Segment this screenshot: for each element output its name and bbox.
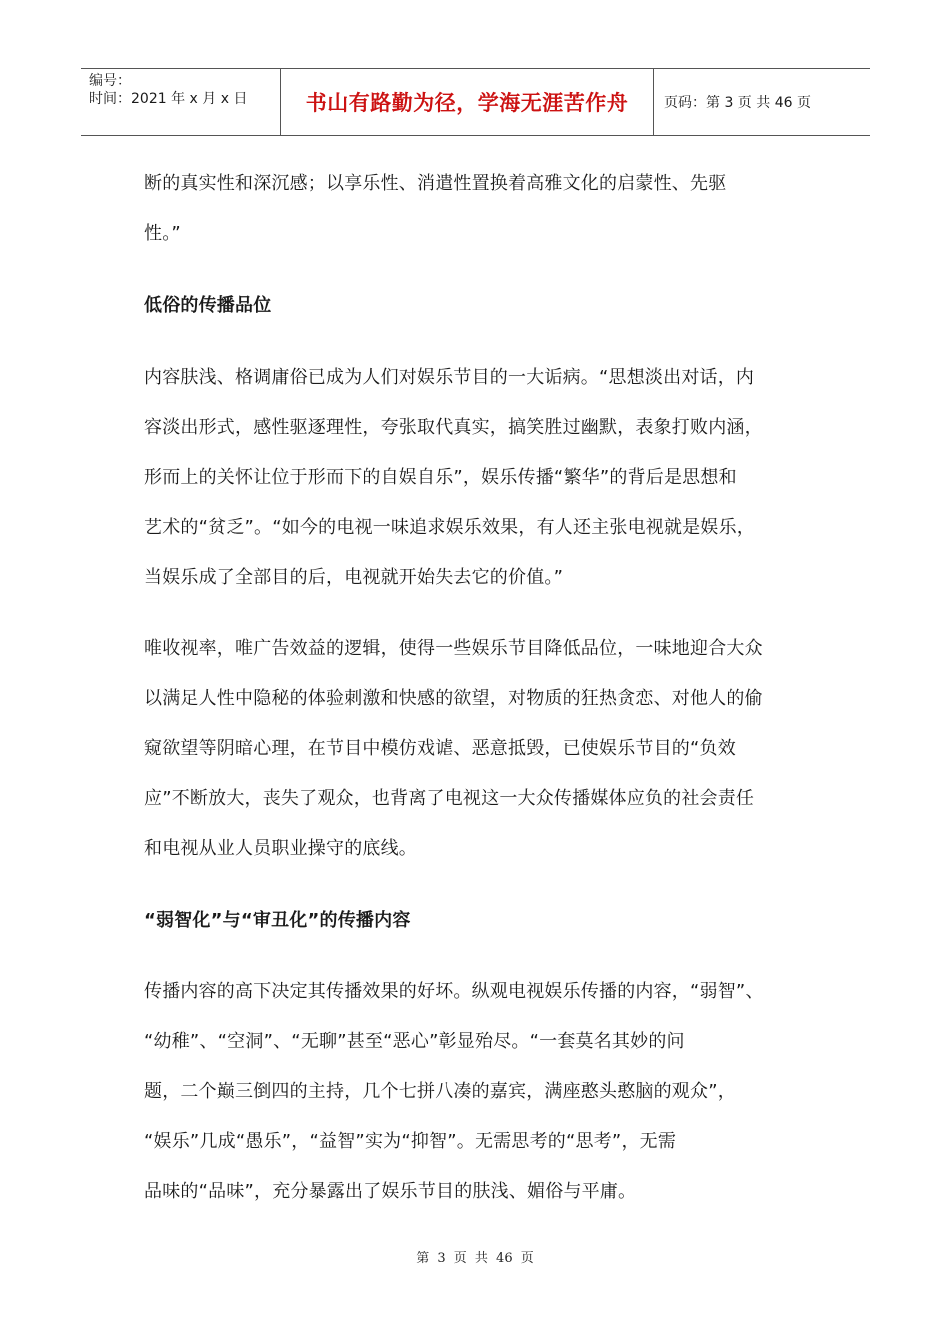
body-text-line: 窥欲望等阴暗心理，在节目中模仿戏谑、恶意抵毁，已使娱乐节目的“负效 [144,738,736,759]
body-text-line: 断的真实性和深沉感；以享乐性、消遣性置换着高雅文化的启蒙性、先驱 [144,173,727,194]
document-time-label: 时间：2021 年 x 月 x 日 [89,91,248,107]
body-text-line: 以满足人性中隐秘的体验刺激和快感的欲望，对物质的狂热贪恋、对他人的偷 [144,688,763,709]
body-text-line: 容淡出形式，感性驱逐理性，夸张取代真实，搞笑胜过幽默，表象打败内涵， [144,417,763,438]
body-text-line: “娱乐”几成“愚乐”，“益智”实为“抑智”。无需思考的“思考”，无需 [144,1131,677,1152]
body-text-line: 唯收视率，唯广告效益的逻辑，使得一些娱乐节目降低品位，一味地迎合大众 [144,638,763,659]
body-text-line: 传播内容的高下决定其传播效果的好坏。纵观电视娱乐传播的内容，“弱智”、 [144,981,764,1002]
section-heading: 低俗的传播品位 [144,295,272,316]
section-heading: “弱智化”与“审丑化”的传播内容 [144,910,411,931]
body-text-line: 性。” [144,223,181,244]
body-text-line: 品味的“品味”，充分暴露出了娱乐节目的肤浅、媚俗与平庸。 [144,1181,637,1202]
body-text-line: 形而上的关怀让位于形而下的自娱自乐”，娱乐传播“繁华”的背后是思想和 [144,467,737,488]
body-text-line: 当娱乐成了全部目的后，电视就开始失去它的价值。” [144,567,564,588]
header-meta [81,69,281,135]
document-number-label: 编号： [89,73,131,89]
body-text-line: “幼稚”、“空洞”、“无聊”甚至“恶心”彰显殆尽。“一套莫名其妙的问 [144,1031,685,1052]
body-text-line: 应”不断放大，丧失了观众，也背离了电视这一大众传播媒体应负的社会责任 [144,788,755,809]
page-footer: 第 3 页 共 46 页 [416,1251,534,1266]
body-text-line: 内容肤浅、格调庸俗已成为人们对娱乐节目的一大诟病。“思想淡出对话，内 [144,367,755,388]
body-text-line: 和电视从业人员职业操守的底线。 [144,838,417,859]
body-text-line: 艺术的“贫乏”。“如今的电视一味追求娱乐效果，有人还主张电视就是娱乐， [144,517,755,538]
page-header [81,68,870,136]
header-motto-cell [281,69,654,135]
body-text-line: 题，二个巅三倒四的主持，几个七拼八凑的嘉宾，满座憨头憨脑的观众”， [144,1081,736,1102]
header-motto: 书山有路勤为径，学海无涯苦作舟 [305,91,629,115]
header-page-info: 页码：第 3 页 共 46 页 [664,95,811,111]
